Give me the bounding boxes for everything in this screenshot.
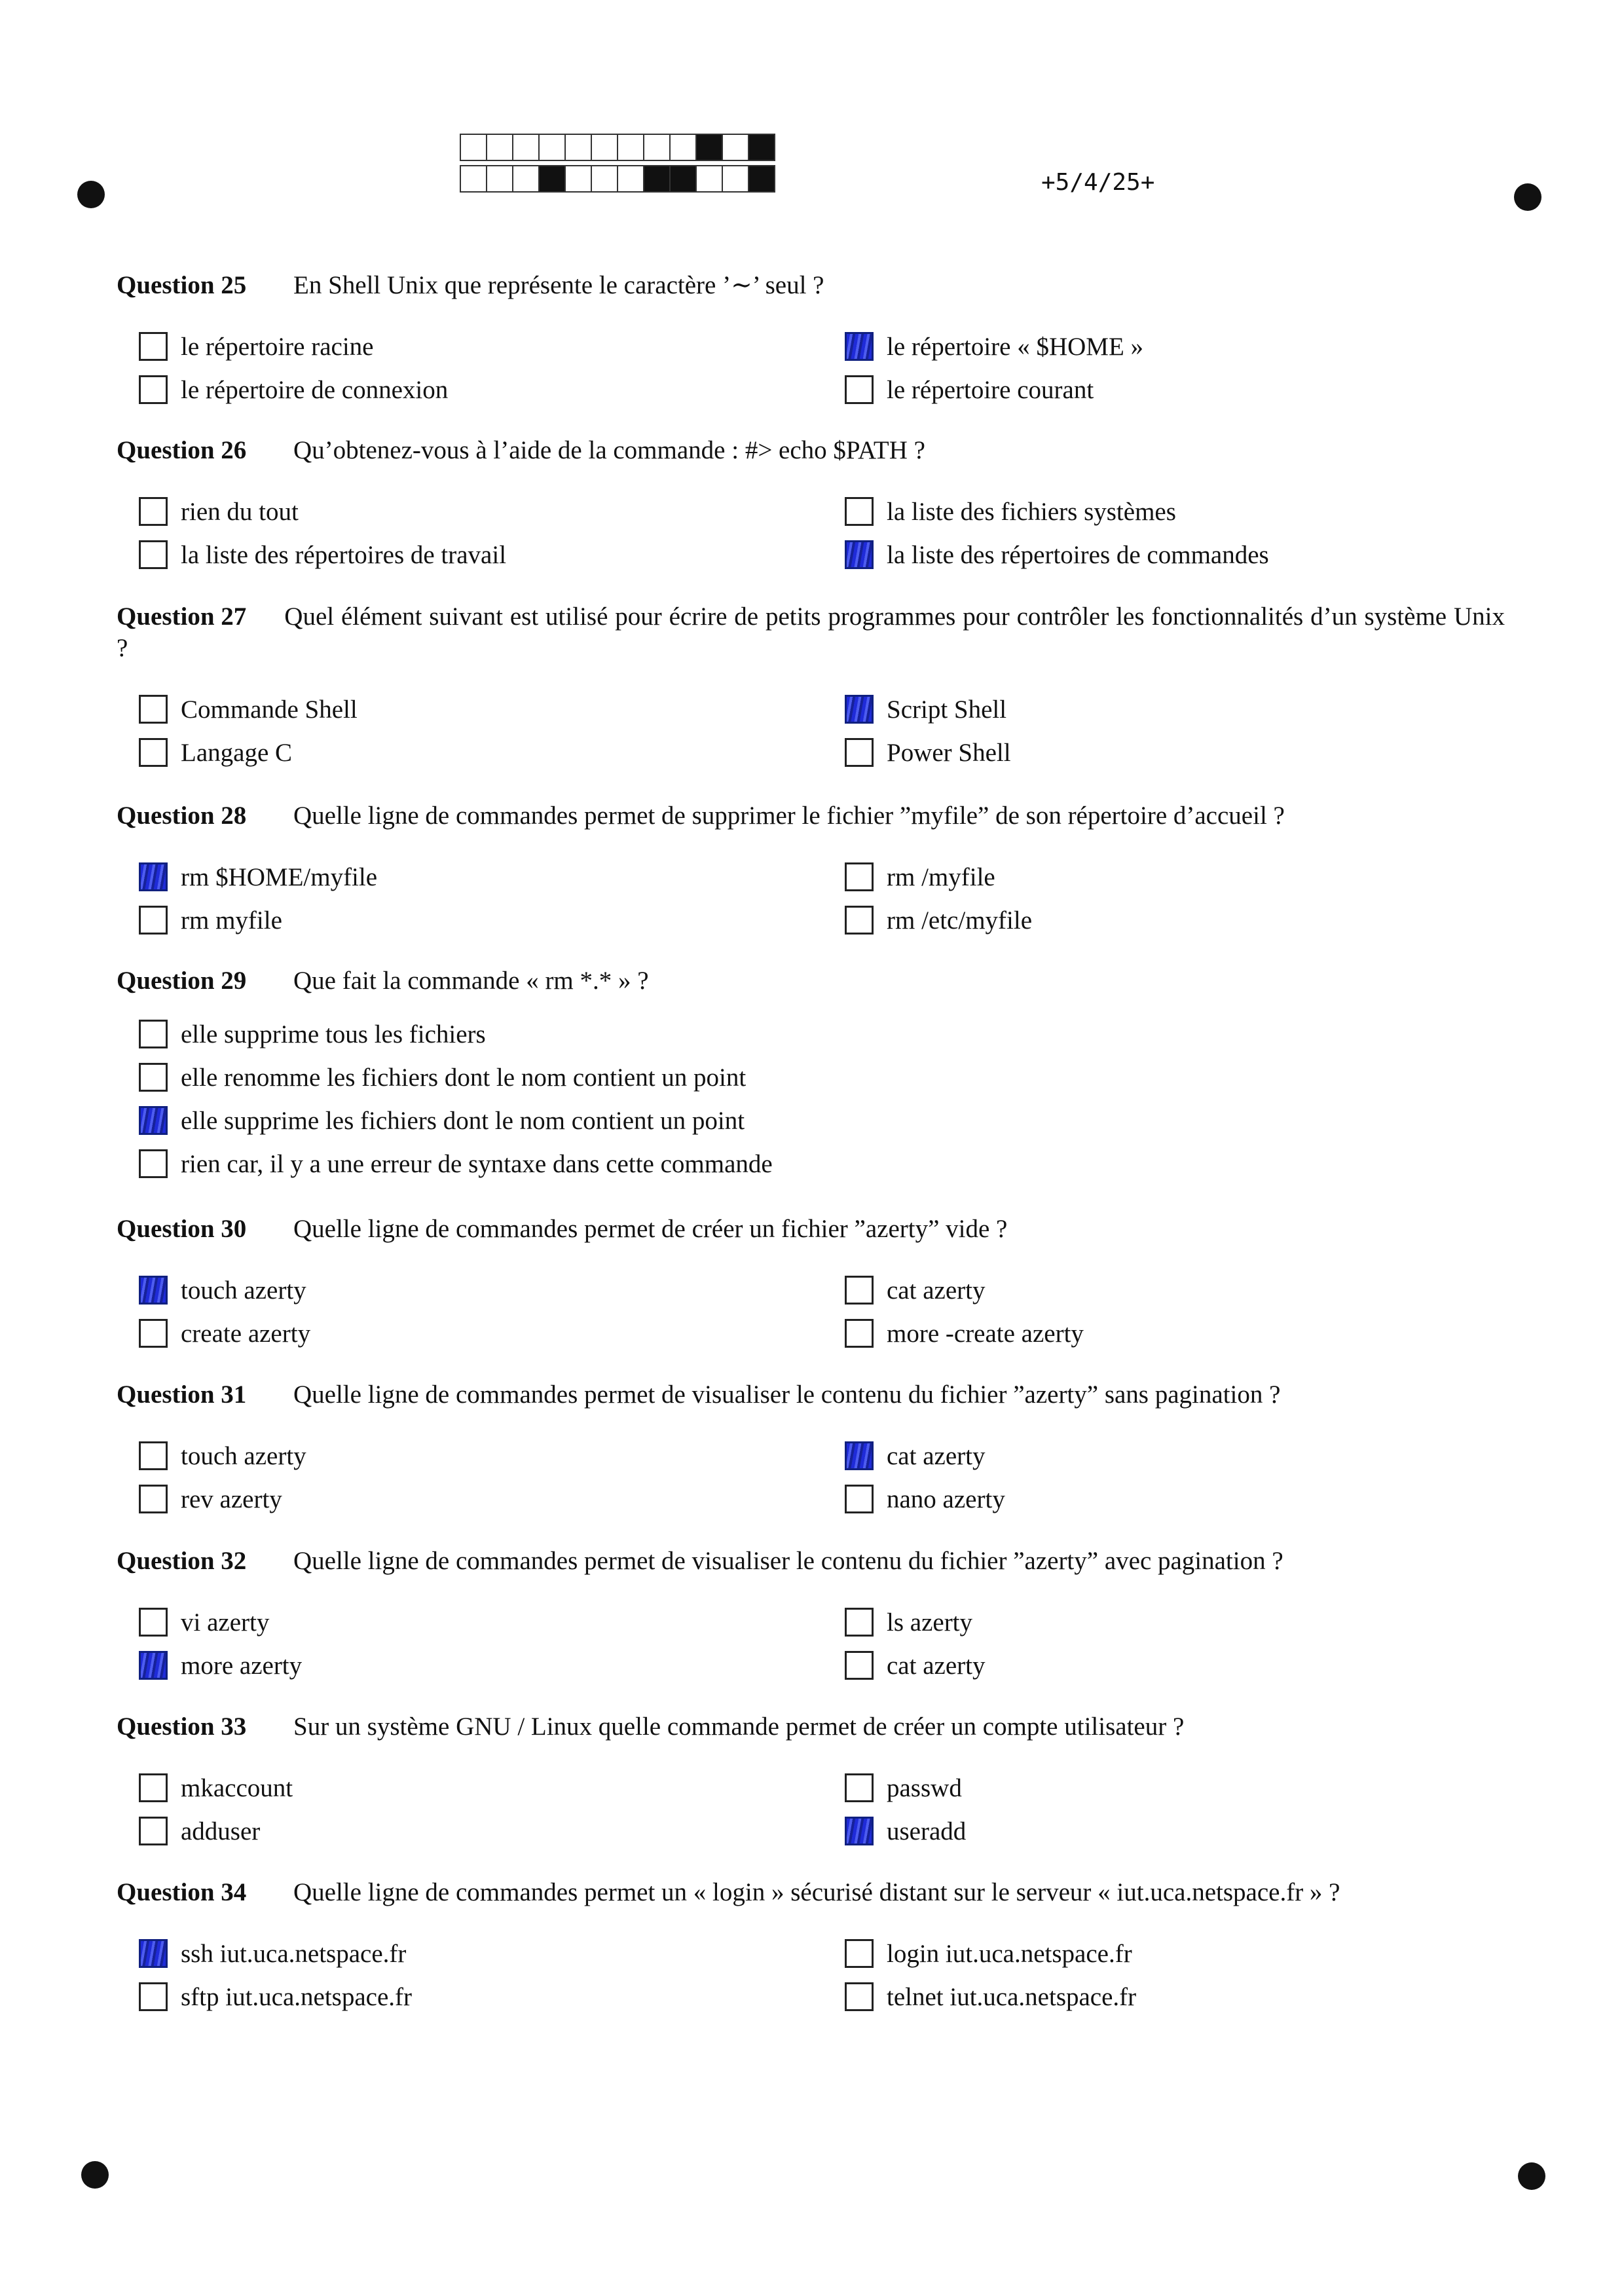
answer-label: le répertoire courant [887,375,1094,404]
id-code-cell [722,165,749,193]
answer-option[interactable] [139,1316,310,1351]
answer-label: create azerty [181,1319,311,1348]
answer-option[interactable] [139,902,282,938]
answer-option[interactable] [139,1481,282,1517]
registration-mark-top-left [77,181,105,208]
question-25 [117,270,1505,404]
answer-option[interactable] [139,692,358,727]
question-header [117,1213,1505,1245]
checkbox[interactable] [139,375,168,404]
answer-option[interactable] [139,329,373,364]
question-27 [117,601,1505,767]
id-code-cell [564,165,592,193]
question-text: En Shell Unix que représente le caractère ’∼’ seul ? [293,271,824,299]
checkbox[interactable] [845,375,874,404]
question-text: Qu’obtenez-vous à l’aide de la commande : #> echo $PATH ? [293,436,925,464]
answer-label: Commande Shell [181,695,358,724]
question-header [117,1711,1505,1743]
question-32 [117,1546,1505,1680]
checkbox[interactable] [845,1651,874,1680]
checkbox[interactable] [139,1441,168,1470]
checkbox-checked[interactable] [139,1276,168,1305]
answer-label: vi azerty [181,1608,270,1637]
answer-option[interactable] [845,1316,1084,1351]
answer-label: Langage C [181,738,293,767]
id-code-cell [460,165,487,193]
answer-label: passwd [887,1773,962,1802]
question-text: Sur un système GNU / Linux quelle commande permet de créer un compte utilisateur ? [293,1713,1185,1741]
question-header [117,270,1505,301]
question-header [117,800,1505,832]
answer-label: la liste des répertoires de travail [181,540,507,569]
answer-option[interactable] [845,1979,1136,2014]
answer-option[interactable] [845,735,1011,770]
id-code-cell [617,165,644,193]
question-text: Quelle ligne de commandes permet de supprimer le fichier ”myfile” de son répertoire d’accueil ? [293,802,1285,830]
id-code-cell [564,134,592,161]
question-text: Quelle ligne de commandes permet de visualiser le contenu du fichier ”azerty” avec pagination ? [293,1547,1283,1575]
answer-label: touch azerty [181,1441,306,1470]
page-reference: +5/4/25+ [1041,169,1155,196]
id-code-row-2 [460,165,774,193]
answer-option[interactable] [845,1770,962,1805]
answer-option[interactable] [845,1813,966,1849]
question-29 [117,965,1505,1178]
answer-label: elle renomme les fichiers dont le nom contient un point [181,1063,747,1092]
question-label: Question 33 [117,1713,247,1741]
answer-label: elle supprime les fichiers dont le nom contient un point [181,1106,745,1135]
answer-option[interactable] [845,1936,1132,1971]
id-code-cell [669,134,697,161]
question-label: Question 34 [117,1878,247,1906]
answer-label: le répertoire de connexion [181,375,449,404]
question-33 [117,1711,1505,1845]
answer-option[interactable] [845,859,995,895]
checkbox[interactable] [139,332,168,361]
id-code-cell [669,165,697,193]
question-31 [117,1379,1505,1513]
checkbox[interactable] [845,862,874,891]
id-code-cell [748,134,775,161]
answer-option[interactable] [139,1103,745,1138]
id-code-row-1 [460,134,774,161]
checkbox[interactable] [845,1773,874,1802]
checkbox-checked[interactable] [139,1939,168,1968]
answer-label: rev azerty [181,1485,282,1513]
answer-option[interactable] [139,494,299,529]
answer-label: elle supprime tous les fichiers [181,1020,486,1048]
answer-label: telnet iut.uca.netspace.fr [887,1982,1137,2011]
question-label: Question 27 [117,602,247,631]
question-34 [117,1877,1505,2011]
question-26 [117,435,1505,569]
answer-label: rien car, il y a une erreur de syntaxe dans cette commande [181,1149,773,1178]
answer-option[interactable] [139,1936,406,1971]
checkbox[interactable] [845,738,874,767]
answer-option[interactable] [139,1813,260,1849]
checkbox[interactable] [139,1020,168,1048]
answer-option[interactable] [845,329,1143,364]
checkbox[interactable] [139,1485,168,1513]
checkbox-checked[interactable] [845,695,874,724]
id-code-cell [591,134,618,161]
answer-option[interactable] [845,1438,985,1473]
checkbox-checked[interactable] [139,1651,168,1680]
checkbox[interactable] [139,1063,168,1092]
answer-label: rien du tout [181,497,299,526]
checkbox[interactable] [139,540,168,569]
registration-mark-top-right [1514,183,1541,211]
answer-option[interactable] [139,859,377,895]
checkbox[interactable] [139,1817,168,1845]
answer-label: Power Shell [887,738,1011,767]
checkbox-checked[interactable] [845,540,874,569]
id-code-cell [695,134,723,161]
id-code-cell [460,134,487,161]
answer-label: mkaccount [181,1773,293,1802]
checkbox[interactable] [139,1982,168,2011]
checkbox[interactable] [845,906,874,935]
registration-mark-bottom-right [1518,2162,1545,2190]
answer-option[interactable] [139,1979,412,2014]
answer-label: rm /etc/myfile [887,906,1033,935]
answer-label: cat azerty [887,1276,986,1305]
question-label: Question 29 [117,967,247,995]
answer-label: more azerty [181,1651,303,1680]
question-label: Question 25 [117,271,247,299]
checkbox-checked[interactable] [845,332,874,361]
registration-mark-bottom-left [81,2161,109,2189]
id-code-cell [486,165,513,193]
question-header [117,601,1505,664]
answer-label: touch azerty [181,1276,306,1305]
answer-option[interactable] [139,1770,293,1805]
answer-label: rm /myfile [887,862,995,891]
checkbox-checked[interactable] [139,862,168,891]
id-code-cell [512,165,540,193]
answer-option[interactable] [845,902,1032,938]
answer-option[interactable] [845,494,1176,529]
answer-label: cat azerty [887,1651,986,1680]
question-label: Question 32 [117,1547,247,1575]
question-header [117,1379,1505,1411]
checkbox[interactable] [139,695,168,724]
checkbox[interactable] [845,1319,874,1348]
answer-option[interactable] [139,735,292,770]
checkbox[interactable] [139,1319,168,1348]
answer-label: login iut.uca.netspace.fr [887,1939,1132,1968]
answer-label: rm myfile [181,906,282,935]
question-header [117,1546,1505,1577]
answer-option[interactable] [139,372,448,407]
checkbox[interactable] [845,1939,874,1968]
question-label: Question 31 [117,1380,247,1409]
answer-label: adduser [181,1817,261,1845]
question-header [117,965,1505,997]
answer-option[interactable] [139,1016,486,1052]
id-code-cell [722,134,749,161]
answer-label: ssh iut.uca.netspace.fr [181,1939,407,1968]
question-label: Question 26 [117,436,247,464]
question-label: Question 28 [117,802,247,830]
id-code-cell [538,165,566,193]
answer-option[interactable] [139,1272,306,1308]
answer-option[interactable] [139,1146,773,1181]
question-header [117,1877,1505,1908]
answer-label: nano azerty [887,1485,1005,1513]
question-text: Quel élément suivant est utilisé pour écrire de petits programmes pour contrôler les fonctionnalités d’un système Unix ? [117,602,1505,662]
answer-option[interactable] [845,1648,985,1683]
answer-option[interactable] [139,1604,269,1640]
question-label: Question 30 [117,1215,247,1243]
question-text: Quelle ligne de commandes permet de visualiser le contenu du fichier ”azerty” sans pagination ? [293,1380,1281,1409]
answer-label: more -create azerty [887,1319,1084,1348]
id-code-cell [486,134,513,161]
question-header [117,435,1505,466]
id-code-cell [512,134,540,161]
id-code-cell [695,165,723,193]
question-30 [117,1213,1505,1348]
answer-option[interactable] [139,1438,306,1473]
answer-option[interactable] [845,1272,985,1308]
checkbox[interactable] [845,1276,874,1305]
checkbox[interactable] [139,497,168,526]
answer-label: le répertoire racine [181,332,374,361]
answer-option[interactable] [845,537,1269,572]
question-text: Quelle ligne de commandes permet de créer un fichier ”azerty” vide ? [293,1215,1008,1243]
question-text: Quelle ligne de commandes permet un « login » sécurisé distant sur le serveur « iut.uca.netspace.fr » ? [293,1878,1340,1906]
id-code-cell [643,134,671,161]
checkbox-checked[interactable] [845,1441,874,1470]
checkbox-checked[interactable] [845,1817,874,1845]
answer-label: rm $HOME/myfile [181,862,378,891]
answer-label: sftp iut.uca.netspace.fr [181,1982,413,2011]
answer-option[interactable] [845,692,1006,727]
checkbox[interactable] [139,1608,168,1637]
checkbox-checked[interactable] [139,1106,168,1135]
id-code-cell [617,134,644,161]
answer-label: useradd [887,1817,967,1845]
answer-option[interactable] [845,1604,972,1640]
answer-label: ls azerty [887,1608,973,1637]
answer-option[interactable] [139,1060,746,1095]
answer-option[interactable] [845,1481,1005,1517]
id-code-cell [748,165,775,193]
id-code-cell [591,165,618,193]
answer-option[interactable] [845,372,1094,407]
id-code-cell [643,165,671,193]
answer-label: la liste des fichiers systèmes [887,497,1176,526]
checkbox[interactable] [139,1149,168,1178]
checkbox[interactable] [845,1608,874,1637]
checkbox[interactable] [845,1485,874,1513]
answer-option[interactable] [139,1648,302,1683]
answer-option[interactable] [139,537,506,572]
checkbox[interactable] [139,1773,168,1802]
answer-label: le répertoire « $HOME » [887,332,1144,361]
checkbox[interactable] [139,738,168,767]
checkbox[interactable] [845,1982,874,2011]
answer-label: Script Shell [887,695,1007,724]
answer-label: cat azerty [887,1441,986,1470]
checkbox[interactable] [139,906,168,935]
checkbox[interactable] [845,497,874,526]
id-code-cell [538,134,566,161]
question-28 [117,800,1505,935]
question-text: Que fait la commande « rm *.* » ? [293,967,649,995]
answer-label: la liste des répertoires de commandes [887,540,1269,569]
